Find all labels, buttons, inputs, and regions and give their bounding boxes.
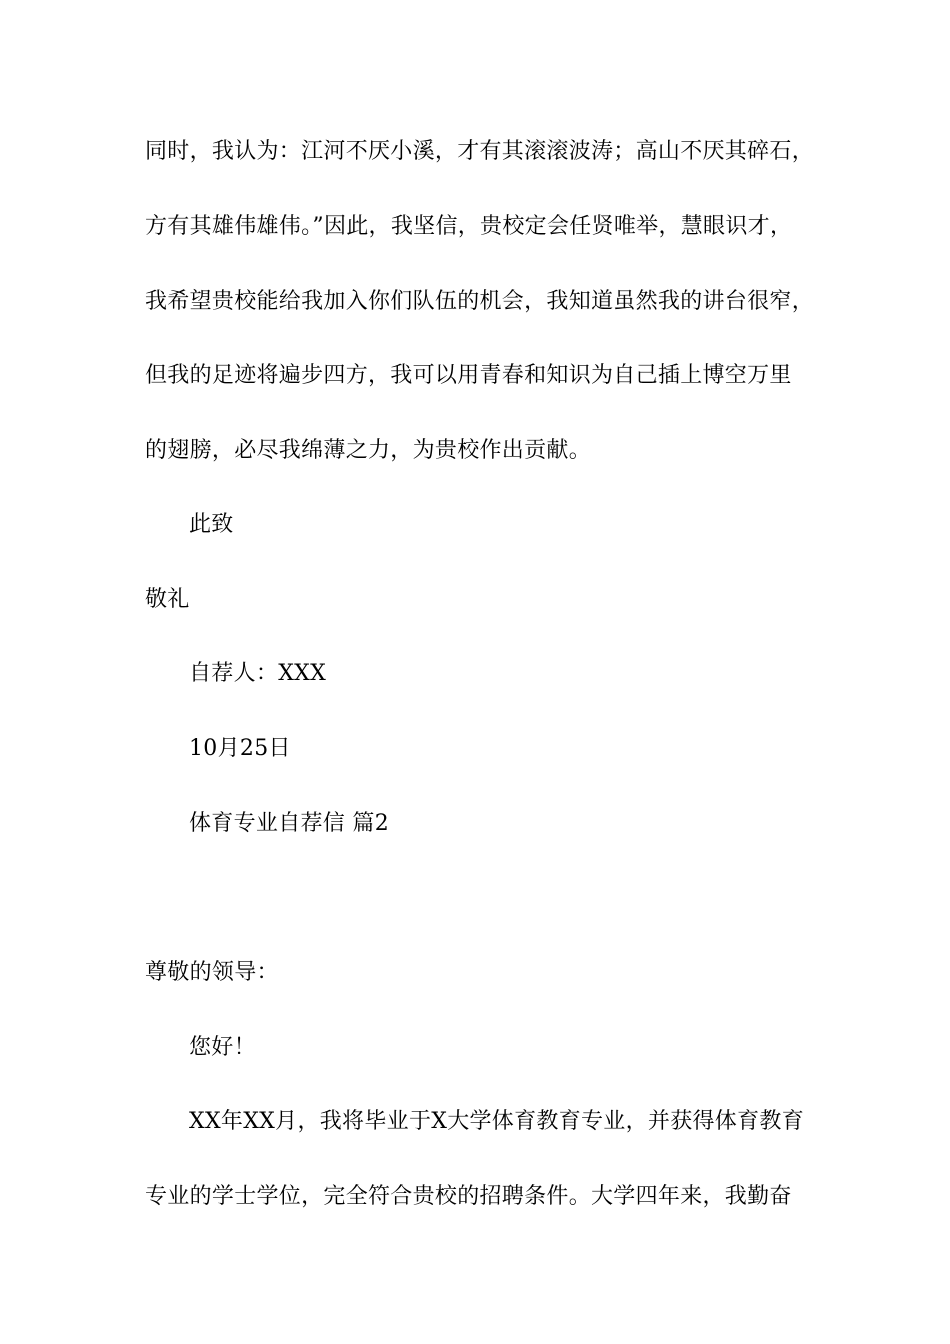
section-title: 体育专业自荐信 篇2 — [189, 811, 389, 836]
salute-text: 敬礼 — [145, 587, 190, 612]
paragraph-line: 同时，我认为：江河不厌小溪，才有其滚滚波涛；高山不厌其碎石， — [145, 139, 815, 164]
paragraph-line: XX年XX月，我将毕业于X大学体育教育专业，并获得体育教育 — [189, 1109, 805, 1134]
paragraph-line: 但我的足迹将遍步四方，我可以用青春和知识为自己插上博空万里 — [145, 363, 792, 388]
date-text: 10月25日 — [189, 736, 291, 761]
closing-text: 此致 — [189, 512, 234, 537]
paragraph-line: 的翅膀，必尽我绵薄之力，为贵校作出贡献。 — [145, 438, 592, 463]
paragraph-line: 我希望贵校能给我加入你们队伍的机会，我知道虽然我的讲台很窄， — [145, 289, 815, 314]
paragraph-line: 方有其雄伟雄伟。”因此，我坚信，贵校定会任贤唯举，慧眼识才， — [145, 214, 793, 239]
signature-text: 自荐人：XXX — [189, 661, 327, 686]
hello-text: 您好！ — [189, 1035, 256, 1060]
greeting-text: 尊敬的领导： — [145, 960, 279, 985]
paragraph-line: 专业的学士学位，完全符合贵校的招聘条件。大学四年来，我勤奋 — [145, 1184, 792, 1209]
